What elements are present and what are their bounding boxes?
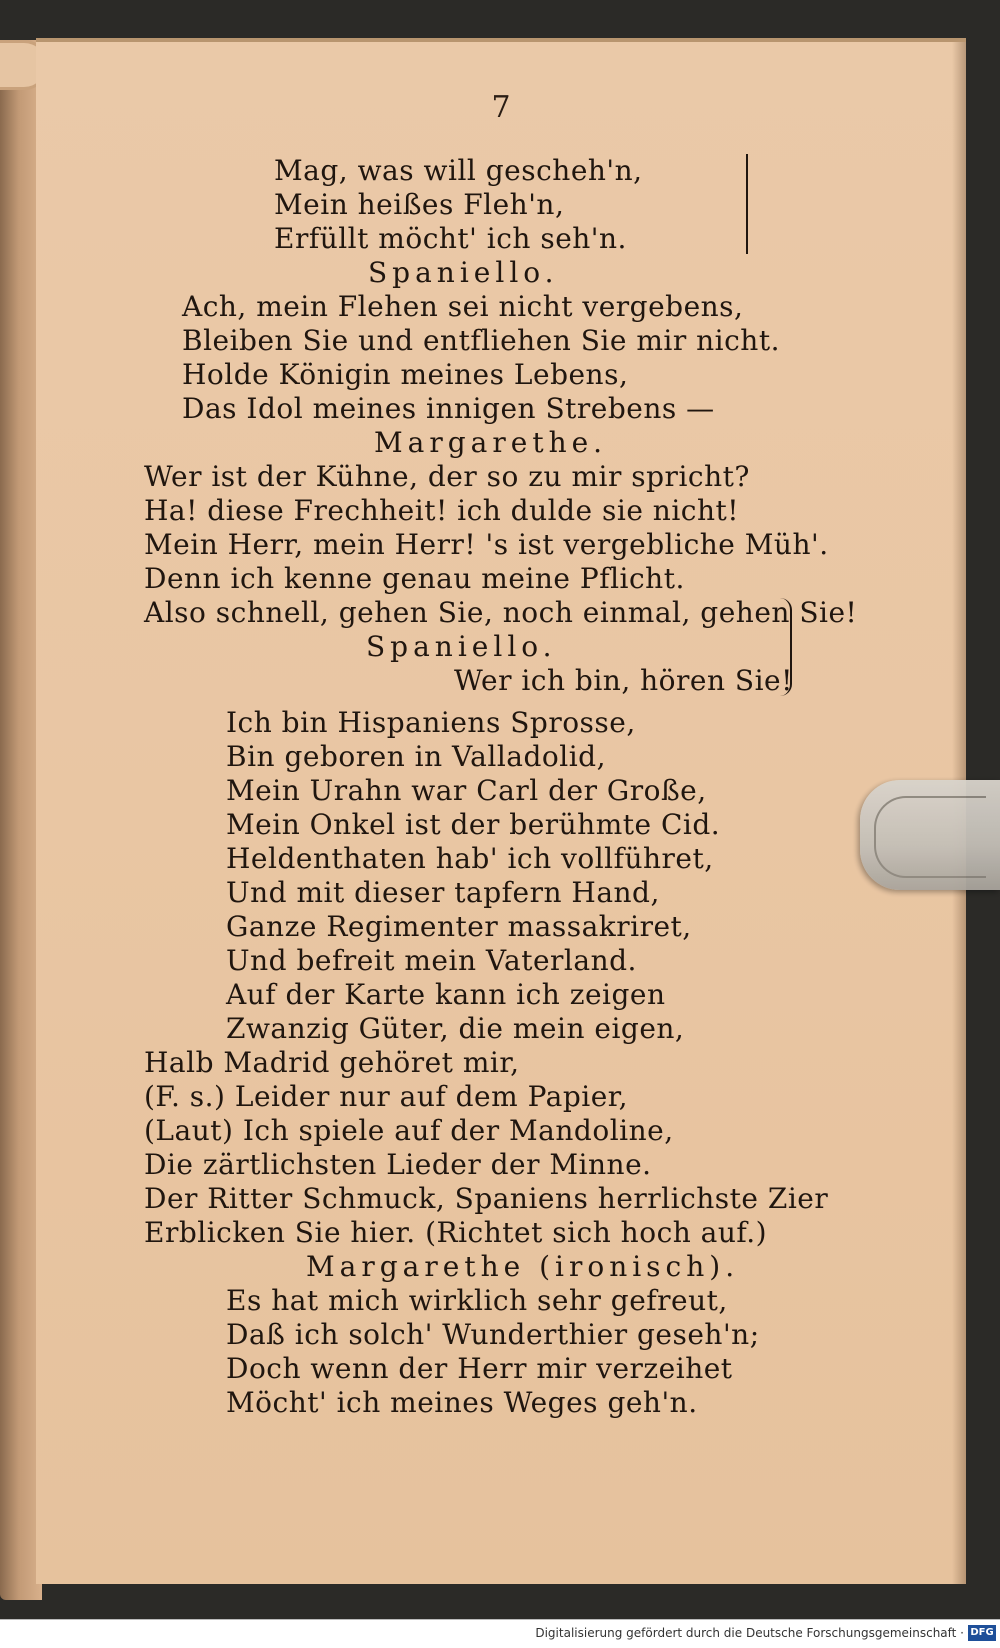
page-number: 7 xyxy=(491,90,511,125)
brace-mark xyxy=(778,598,792,696)
verse-line: Und mit dieser tapfern Hand, xyxy=(226,876,660,909)
verse-line: Zwanzig Güter, die mein eigen, xyxy=(226,1012,685,1045)
verse-line: Doch wenn der Herr mir verzeihet xyxy=(226,1352,733,1385)
verse-line: Mein heißes Fleh'n, xyxy=(274,188,565,221)
verse-line: Ganze Regimenter massakriret, xyxy=(226,910,692,943)
verse-line: Der Ritter Schmuck, Spaniens herrlichste Zier xyxy=(144,1182,829,1215)
verse-line: Wer ist der Kühne, der so zu mir spricht? xyxy=(144,460,750,493)
speaker-name: Margarethe. xyxy=(374,426,608,459)
verse-line: Wer ich bin, hören Sie! xyxy=(454,664,793,697)
footer-credit: Digitalisierung gefördert durch die Deutsche Forschungsgemeinschaft · xyxy=(535,1626,964,1640)
verse-line: Denn ich kenne genau meine Pflicht. xyxy=(144,562,685,595)
bracket-mark xyxy=(736,154,748,254)
verse-line: Erfüllt möcht' ich seh'n. xyxy=(274,222,627,255)
verse-line: Ich bin Hispaniens Sprosse, xyxy=(226,706,636,739)
verse-line: Erblicken Sie hier. (Richtet sich hoch auf.) xyxy=(144,1216,768,1249)
verse-line: Auf der Karte kann ich zeigen xyxy=(226,978,666,1011)
book-page xyxy=(36,38,966,1584)
verse-line: Und befreit mein Vaterland. xyxy=(226,944,637,977)
paper-clip-loop xyxy=(874,796,986,878)
verse-line: Holde Königin meines Lebens, xyxy=(182,358,629,391)
verse-line: Mein Onkel ist der berühmte Cid. xyxy=(226,808,721,841)
verse-line: Möcht' ich meines Weges geh'n. xyxy=(226,1386,698,1419)
verse-line: Mein Urahn war Carl der Große, xyxy=(226,774,707,807)
verse-line: Daß ich solch' Wunderthier geseh'n; xyxy=(226,1318,760,1351)
verse-line: Ach, mein Flehen sei nicht vergebens, xyxy=(182,290,744,323)
verse-line: Halb Madrid gehöret mir, xyxy=(144,1046,520,1079)
speaker-name: Spaniello. xyxy=(366,630,557,663)
verse-line: Bin geboren in Valladolid, xyxy=(226,740,606,773)
verse-line: Ha! diese Frechheit! ich dulde sie nicht! xyxy=(144,494,739,527)
verse-line: Bleiben Sie und entfliehen Sie mir nicht. xyxy=(182,324,780,357)
verse-line: (Laut) Ich spiele auf der Mandoline, xyxy=(144,1114,674,1147)
dfg-logo: DFG xyxy=(968,1625,996,1641)
speaker-name: Spaniello. xyxy=(368,256,559,289)
verse-line: Also schnell, gehen Sie, noch einmal, gehen Sie! xyxy=(144,596,858,629)
verse-line: Das Idol meines innigen Strebens — xyxy=(182,392,715,425)
verse-line: Mag, was will gescheh'n, xyxy=(274,154,643,187)
verse-line: Es hat mich wirklich sehr gefreut, xyxy=(226,1284,728,1317)
speaker-name: Margarethe (ironisch). xyxy=(306,1250,740,1283)
verse-line: Heldenthaten hab' ich vollführet, xyxy=(226,842,714,875)
verse-line: Die zärtlichsten Lieder der Minne. xyxy=(144,1148,652,1181)
verse-line: Mein Herr, mein Herr! 's ist vergebliche Müh'. xyxy=(144,528,829,561)
footer-bar xyxy=(0,1619,1000,1648)
paper-clip xyxy=(860,780,1000,890)
verse-line: (F. s.) Leider nur auf dem Papier, xyxy=(144,1080,629,1113)
